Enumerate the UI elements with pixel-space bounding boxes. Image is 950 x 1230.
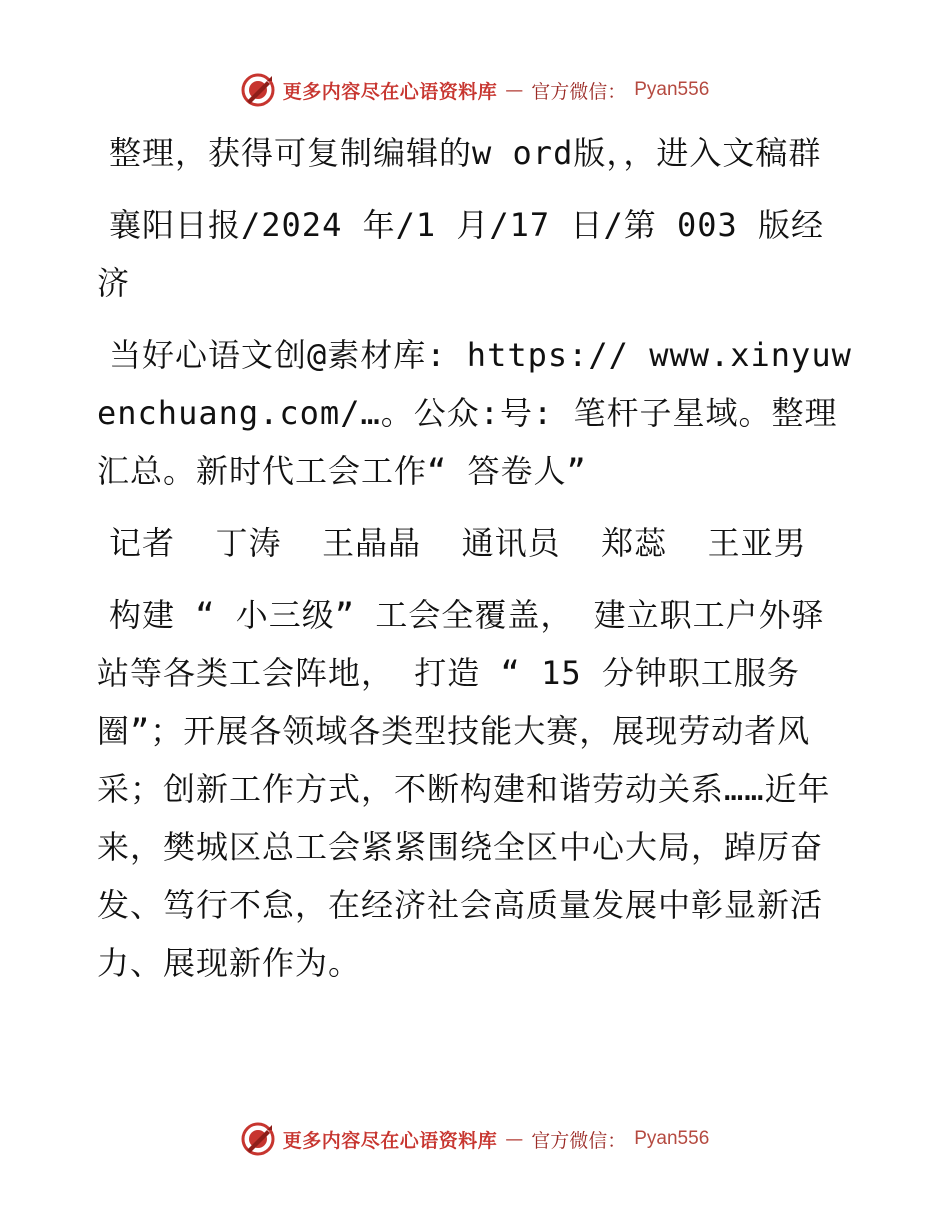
banner-dash: — (505, 79, 524, 101)
banner-slogan: 更多内容尽在心语资料库 (282, 1129, 498, 1152)
quill-seal-logo-icon (241, 73, 275, 107)
paragraph-byline: 记者 丁涛 王晶晶 通讯员 郑蕊 王亚男 (109, 524, 807, 562)
paragraph-intro: 整理，获得可复制编辑的w ord版，，进入文稿群 (109, 134, 822, 172)
banner-dash: — (505, 1128, 524, 1150)
paragraph-source: 襄阳日报/2024 年/1 月/17 日/第 003 版经济 (97, 206, 825, 302)
banner-wechat-label: 官方微信： (531, 80, 627, 103)
paragraph-title: 当好心语文创@素材库: https:// www.xinyuwenchuang.com/…。公众:号: 笔杆子星域。整理汇总。新时代工会工作“ 答卷人” (97, 336, 852, 490)
banner-wechat-handle: Pyan556 (634, 79, 710, 100)
footer-banner (0, 1119, 950, 1159)
paragraph-body: 构建 “ 小三级” 工会全覆盖， 建立职工户外驿站等各类工会阵地， 打造 “ 15 分钟职工服务圈”；开展各领域各类型技能大赛，展现劳动者风采；创新工作方式，不断构建和谐劳动关系……近年来，樊城区总工会紧紧围绕全区中心大局，踔厉奋发、笃行不怠，在经济社会高质量发展中彰显新活力、展现新作为。 (97, 596, 831, 982)
document-body (97, 124, 857, 1006)
quill-seal-logo-icon (241, 1122, 275, 1156)
banner-wechat-label: 官方微信： (531, 1129, 627, 1152)
header-banner (0, 70, 950, 110)
banner-wechat-handle: Pyan556 (634, 1128, 710, 1149)
banner-slogan: 更多内容尽在心语资料库 (282, 80, 498, 103)
